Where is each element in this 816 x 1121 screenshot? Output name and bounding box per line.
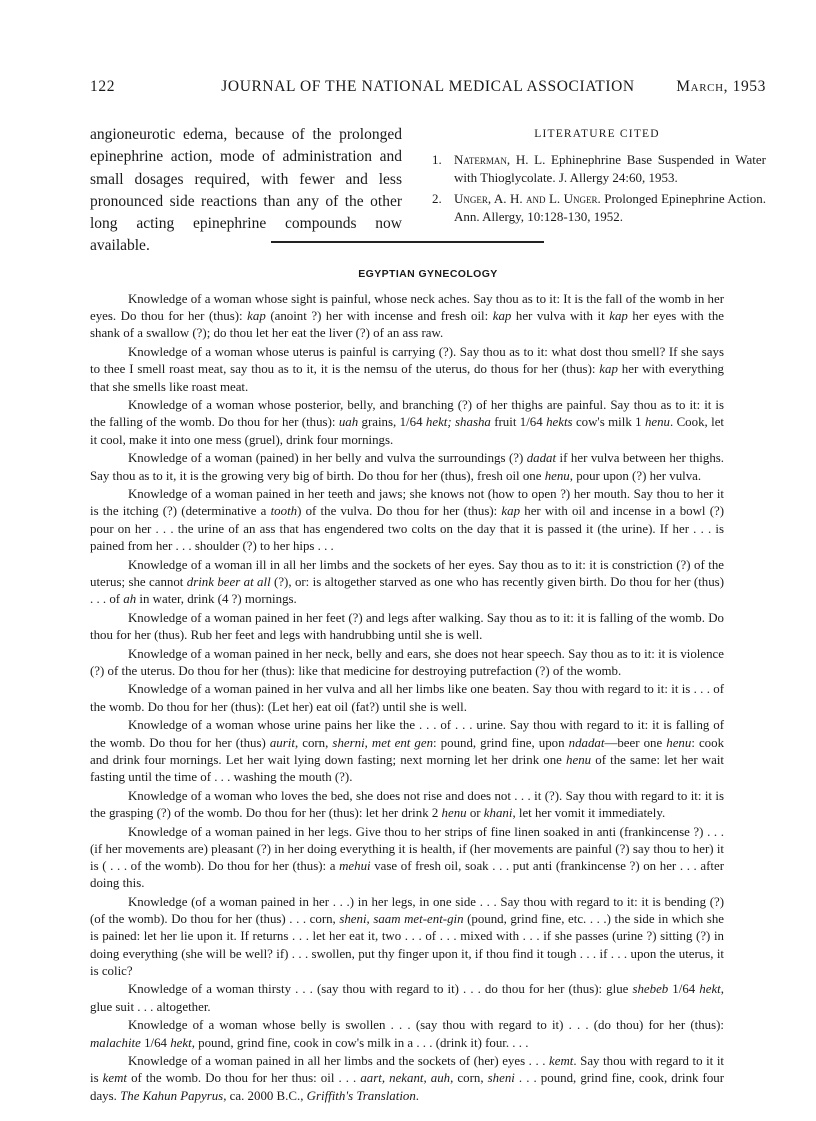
paragraph: Knowledge of a woman (pained) in her belly and vulva the surroundings (?) dadat if her vulva between her thighs. Say thou as to it, it is the growing very big of birth. Do thou for her (thus), fresh oil one henu, pour upon (?) her vulva. <box>90 451 725 483</box>
reference-author: Unger, A. H. and L. Unger. <box>454 191 601 206</box>
paragraph: Knowledge of a woman pained in her vulva and all her limbs like one beaten. Say thou with regard to it: it is . . . of the womb. Do thou for her (thus): (Let her) eat oil (fat?) until she is well. <box>90 682 724 714</box>
paragraph: Knowledge of a woman whose uterus is painful is carrying (?). Say thou as to it: what dost thou smell? If she says to thee I smell roast meat, say thou as to it, it is the nemsu of the uterus, do thous for her (thus): kap her with everything that she smells like roast meat. <box>90 345 724 394</box>
paragraph: Knowledge of a woman pained in her neck, belly and ears, she does not hear speech. Say thou as to it: it is violence (?) of the uterus. Do thou for her (thus): like that medicine for destroying putrefaction (?) of the womb. <box>90 646 724 678</box>
paragraph: Knowledge of a woman whose belly is swollen . . . (say thou with regard to it) . . . (do thou) for her (thus): malachite 1/64 hekt, pound, grind fine, cook in cow's milk in a . . . (drink it) four. . . . <box>90 1018 724 1050</box>
left-column-text: angioneurotic edema, because of the prolonged epinephrine action, mode of administration and small dosages required, with fewer and less pronounced side reactions than any of the other long acting epinephrine compounds now available. <box>90 126 402 255</box>
literature-title: LITERATURE CITED <box>534 128 660 140</box>
paragraph: Knowledge of a woman ill in all her limbs and the sockets of her eyes. Say thou as to it: it is constriction (?) of the uterus; she cannot drink beer at all (?), or: is altogether starved as one who has recently given birth. Do thou for her (thus) . . . of ah in water, drink (4 ?) mornings. <box>90 557 724 606</box>
literature-cited <box>428 128 766 229</box>
section-title: EGYPTIAN GYNECOLOGY <box>358 268 498 280</box>
paragraph: Knowledge of a woman whose sight is painful, whose neck aches. Say thou as to it: It is the fall of the womb in her eyes. Do thou for her (thus): kap (anoint ?) her with incense and fresh oil: kap her vulva with it kap her eyes with the shank of a swallow (?); do thou let her eat the liver (?) of an ass raw. <box>90 292 725 341</box>
paragraph: Knowledge of a woman pained in her teeth and jaws; she knows not (how to open ?) her mouth. Say thou to her it is the itching (?) (determinative a tooth) of the vulva. Do thou for her (thus): kap her with oil and incense in a bowl (?) pour on her . . . the urine of an ass that has engendered two colts on the day that it is passed it (the urine). If her . . . is pained from her . . . shoulder (?) to her hips . . . <box>90 487 724 553</box>
reference-author: Naterman, H. L. <box>454 152 546 167</box>
paragraph: Knowledge of a woman whose urine pains her like the . . . of . . . urine. Say thou with regard to it: it is falling of the womb. Do thou for her (thus) aurit, corn, sherni, met ent gen: pound, grind fine, upon ndadat—beer one henu: cook and drink four mornings. Let her wait lying down fasting; next morning let her drink one henu of the same: let her wait fasting until the time of . . . washing the mouth (?). <box>90 718 725 784</box>
paragraph: Knowledge of a woman pained in her feet (?) and legs after walking. Say thou as to it: it is falling of the womb. Do thou for her (thus). Rub her feet and legs with handrubbing until she is well. <box>90 610 724 642</box>
section-divider <box>271 241 544 243</box>
paragraph: Knowledge of a woman thirsty . . . (say thou with regard to it) . . . do thou for her (thus): glue shebeb 1/64 hekt, glue suit . . . altogether. <box>90 982 724 1014</box>
paragraph: Knowledge of a woman pained in all her limbs and the sockets of (her) eyes . . . kemt. Say thou with regard to it it is kemt of the womb. Do thou for her thus: oil . . . aart, nekant, auh, corn, sheni . . . pound, grind fine, cook, drink four days. The Kahun Papyrus, ca. 2000 B.C., Griffith's Translation. <box>90 1054 725 1103</box>
reference-item <box>428 151 766 186</box>
paragraph: Knowledge of a woman whose posterior, belly, and branching (?) of her thighs are painful. Say thou as to it: it is the falling of the womb. Do thou for her (thus): uah grains, 1/64 hekt; shasha fruit 1/64 hekts cow's milk 1 henu. Cook, let it cool, make it into one mess (gruel), drink four mornings. <box>90 398 724 447</box>
reference-number: 2. <box>432 191 442 206</box>
paragraph: Knowledge of a woman who loves the bed, she does not rise and does not . . . it (?). Say thou with regard to it: it is the grasping (?) of the womb. Do thou for her (thus): let her drink 2 henu or khani, let her vomit it immediately. <box>90 788 724 820</box>
page-number: 122 <box>90 78 116 95</box>
article-body <box>90 291 724 1106</box>
running-header <box>90 78 766 100</box>
reference-item <box>428 190 766 225</box>
journal-title: JOURNAL OF THE NATIONAL MEDICAL ASSOCIATION <box>221 78 635 95</box>
paragraph: Knowledge of a woman pained in her legs. Give thou to her strips of fine linen soaked in anti (frankincense ?) . . . (if her movements are) pleasant (?) in her doing everything it is health, if (her movements are painful (?) say thou to her) it is ( . . . of the womb). Do thou for her (thus): a mehui vase of fresh oil, soak . . . put anti (frankincense ?) on her . . . after doing this. <box>90 824 724 891</box>
paragraph: Knowledge (of a woman pained in her . . .) in her legs, in one side . . . Say thou with regard to it: it is bending (?) (of the womb). Do thou for her (thus) . . . corn, sheni, saam met-ent-gin (pound, grind fine, etc. . . .) the side in which she is pained: let her lie upon it. If returns . . . let her eat it, two . . . of . . . mixed with . . . if she passes (urine ?) sitting (?) in doing everything (she will be well? if) . . . swollen, put thy finger upon it, if thou find it tough . . . if . . . upon the uterus, it is colic? <box>90 894 724 978</box>
issue-date: March, 1953 <box>676 78 766 95</box>
reference-text: Ephinephrine Base Suspended in Water with Thioglycolate. J. Allergy 24:60, 1953. <box>454 152 766 185</box>
reference-number: 1. <box>432 152 442 167</box>
reference-text: Prolonged Epinephrine Action. Ann. Allergy, 10:128-130, 1952. <box>454 191 767 224</box>
